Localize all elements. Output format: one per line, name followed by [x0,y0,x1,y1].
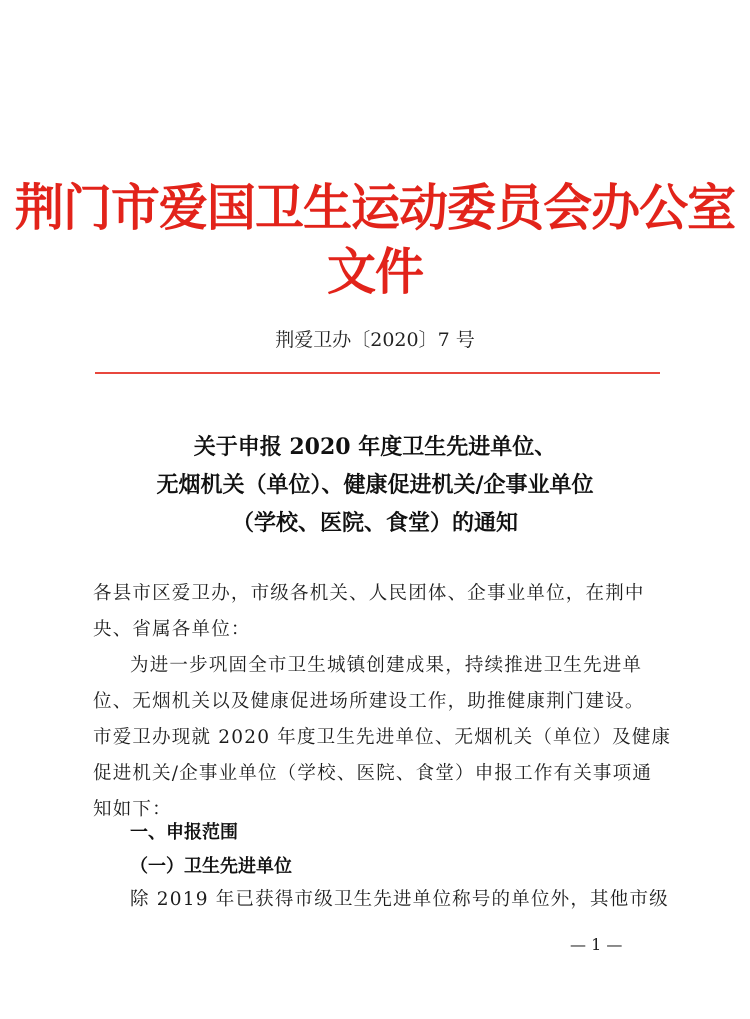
title-line: 无烟机关（单位）、健康促进机关/企事业单位 [156,472,594,498]
salutation [93,576,658,648]
red-separator-rule [95,372,660,374]
body-paragraph-1 [93,648,672,828]
document-masthead: 荆门市爱国卫生运动委员会办公室文件 [14,179,736,301]
subsection-heading: （一）卫生先进单位 [130,856,292,877]
paragraph-line: 位、无烟机关以及健康促进场所建设工作，助推健康荆门建设。 [93,691,645,712]
paragraph-line: 促进机关/企事业单位（学校、医院、食堂）申报工作有关事项通 [93,763,653,784]
document-title [0,428,750,542]
salutation-line: 央、省属各单位： [93,619,251,640]
section-heading: 一、申报范围 [130,822,238,843]
salutation-line: 各县市区爱卫办，市级各机关、人民团体、企事业单位，在荆中 [93,583,645,604]
paragraph-line: 为进一步巩固全市卫生城镇创建成果，持续推进卫生先进单 [130,655,643,676]
paragraph-line: 市爱卫办现就 2020 年度卫生先进单位、无烟机关（单位）及健康 [93,727,672,748]
paragraph-line: 知如下： [93,799,172,820]
page-number: — 1 — [570,935,623,954]
title-line: 关于申报 2020 年度卫生先进单位、 [193,434,557,460]
document-number: 荆爱卫办〔2020〕7 号 [275,329,475,351]
body-paragraph-2: 除 2019 年已获得市级卫生先进单位称号的单位外，其他市级 [130,889,669,910]
title-line: （学校、医院、食堂）的通知 [231,510,518,536]
